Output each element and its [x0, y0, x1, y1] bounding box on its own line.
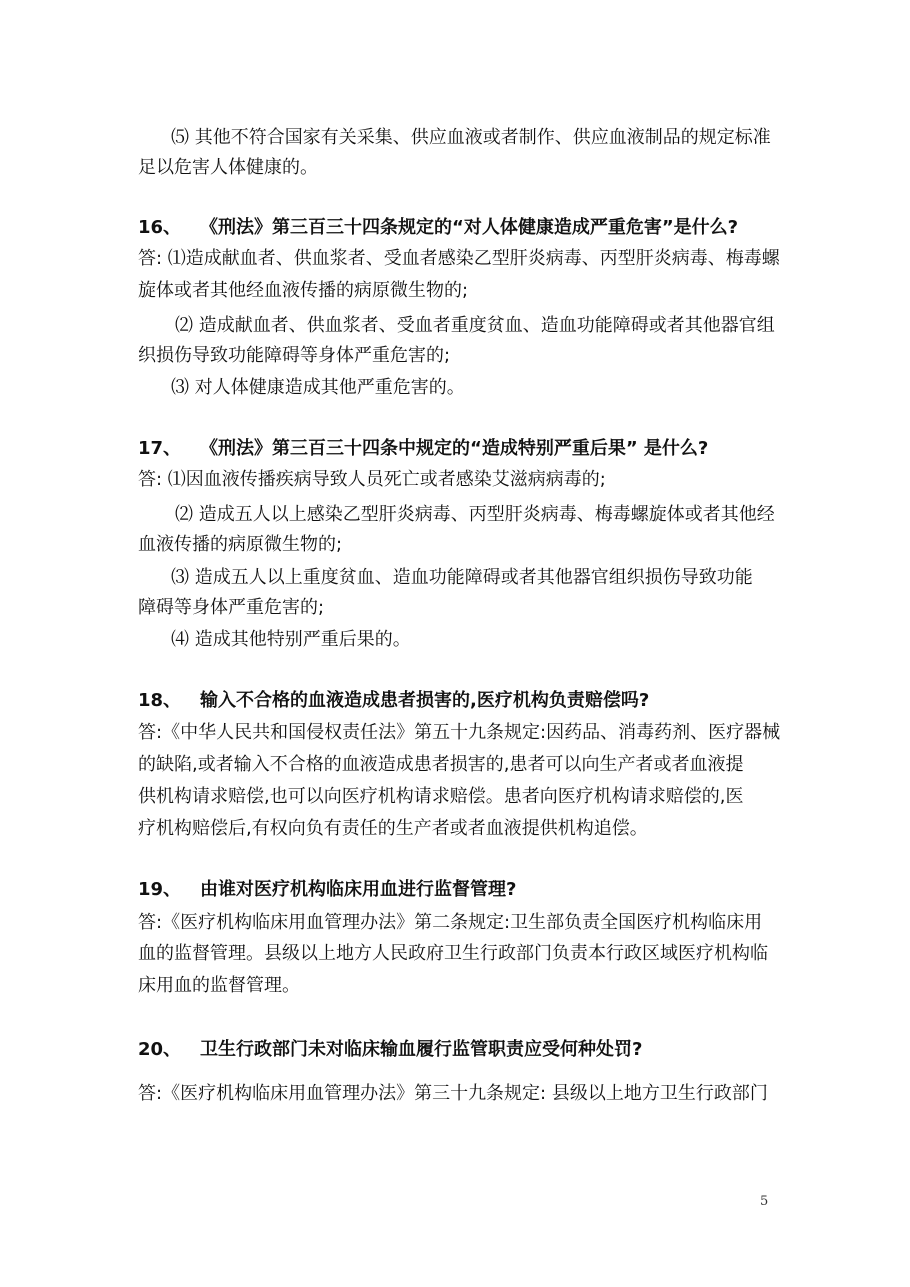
answer-17-line-1: 答: ⑴因血液传播疾病导致人员死亡或者感染艾滋病病毒的; [138, 469, 606, 490]
question-text: 《刑法》第三百三十四条规定的“对人体健康造成严重危害”是什么? [200, 217, 739, 238]
item-5-line-1: ⑸ 其他不符合国家有关采集、供应血液或者制作、供应血液制品的规定标准 [171, 127, 771, 148]
question-text: 由谁对医疗机构临床用血进行监督管理? [200, 879, 517, 900]
answer-19-line-2: 血的监督管理。县级以上地方人民政府卫生行政部门负责本行政区域医疗机构临 [138, 943, 768, 964]
answer-16-line-2: 旋体或者其他经血液传播的病原微生物的; [138, 280, 469, 301]
question-text: 《刑法》第三百三十四条中规定的“造成特别严重后果” 是什么? [200, 438, 709, 459]
answer-17-line-5: 障碍等身体严重危害的; [138, 597, 325, 618]
item-5-line-2: 足以危害人体健康的。 [138, 157, 318, 178]
answer-17-line-6: ⑷ 造成其他特别严重后果的。 [171, 629, 411, 650]
question-number: 16、 [138, 217, 182, 238]
question-19 [138, 878, 516, 902]
answer-17-line-3: 血液传播的病原微生物的; [138, 534, 343, 555]
question-17 [138, 437, 708, 461]
answer-16-line-4: 织损伤导致功能障碍等身体严重危害的; [138, 345, 451, 366]
question-number: 17、 [138, 438, 182, 459]
question-16 [138, 216, 738, 240]
page-number: 5 [760, 1194, 769, 1209]
answer-16-line-5: ⑶ 对人体健康造成其他严重危害的。 [171, 377, 465, 398]
answer-18-line-4: 疗机构赔偿后,有权向负有责任的生产者或者血液提供机构追偿。 [138, 818, 648, 839]
answer-18-line-1: 答:《中华人民共和国侵权责任法》第五十九条规定:因药品、消毒药剂、医疗器械 [138, 722, 781, 743]
question-number: 19、 [138, 879, 182, 900]
answer-16-line-1: 答: ⑴造成献血者、供血浆者、受血者感染乙型肝炎病毒、丙型肝炎病毒、梅毒螺 [138, 248, 780, 269]
question-18 [138, 689, 649, 713]
answer-20-line-1: 答:《医疗机构临床用血管理办法》第三十九条规定: 县级以上地方卫生行政部门 [138, 1083, 768, 1104]
answer-18-line-2: 的缺陷,或者输入不合格的血液造成患者损害的,患者可以向生产者或者血液提 [138, 754, 744, 775]
question-20 [138, 1038, 642, 1062]
answer-18-line-3: 供机构请求赔偿,也可以向医疗机构请求赔偿。患者向医疗机构请求赔偿的,医 [138, 786, 744, 807]
question-number: 20、 [138, 1039, 182, 1060]
answer-19-line-1: 答:《医疗机构临床用血管理办法》第二条规定:卫生部负责全国医疗机构临床用 [138, 912, 763, 933]
question-number: 18、 [138, 690, 182, 711]
question-text: 输入不合格的血液造成患者损害的,医疗机构负责赔偿吗? [200, 690, 650, 711]
question-text: 卫生行政部门未对临床输血履行监管职责应受何种处罚? [200, 1039, 643, 1060]
answer-16-line-3: ⑵ 造成献血者、供血浆者、受血者重度贫血、造血功能障碍或者其他器官组 [175, 315, 775, 336]
answer-17-line-4: ⑶ 造成五人以上重度贫血、造血功能障碍或者其他器官组织损伤导致功能 [171, 567, 753, 588]
answer-19-line-3: 床用血的监督管理。 [138, 975, 300, 996]
answer-17-line-2: ⑵ 造成五人以上感染乙型肝炎病毒、丙型肝炎病毒、梅毒螺旋体或者其他经 [175, 504, 775, 525]
